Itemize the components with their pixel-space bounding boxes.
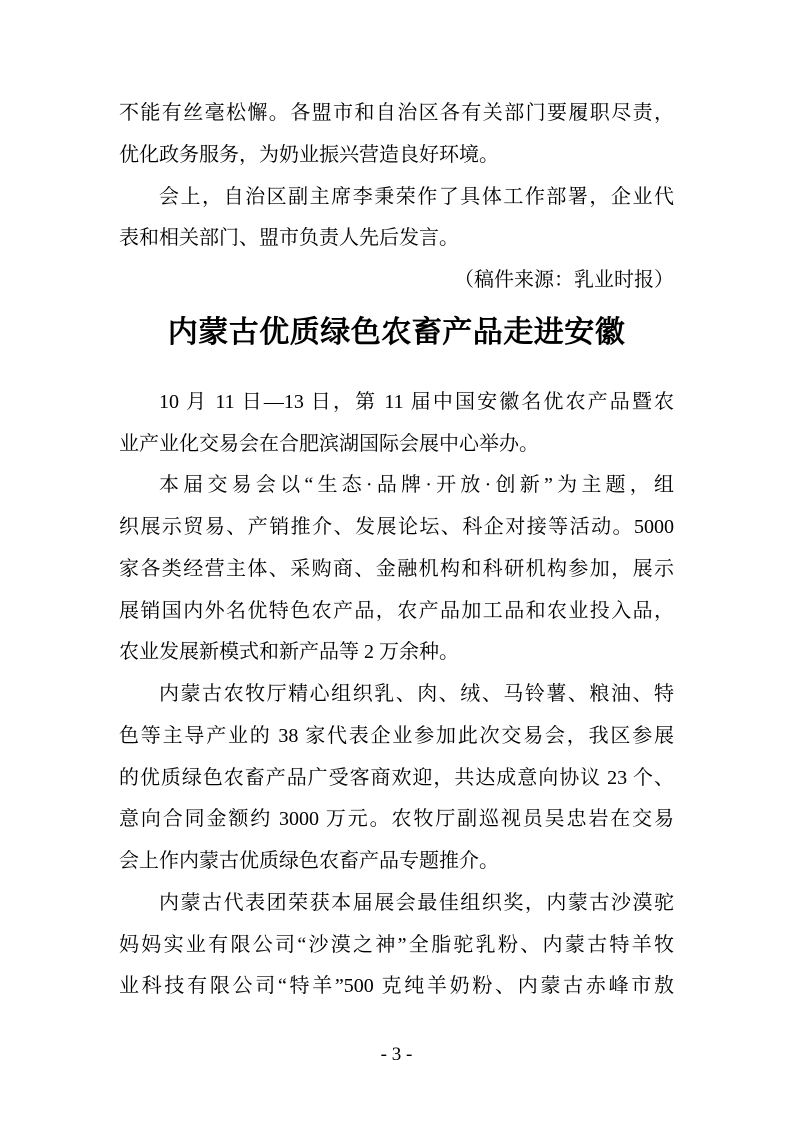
body-line: 会上作内蒙古优质绿色农畜产品专题推介。 <box>119 850 499 872</box>
body-line: 内蒙古农牧厅精心组织乳、肉、绒、马铃薯、粮油、特 <box>159 683 674 705</box>
document-body <box>119 93 674 1008</box>
body-line: 优化政务服务，为奶业振兴营造良好环境。 <box>119 143 499 166</box>
body-line: 本届交易会以“生态·品牌·开放·创新”为主题，组 <box>159 474 674 497</box>
body-line: 意向合同金额约 3000 万元。农牧厅副巡视员吴忠岩在交易 <box>119 808 674 831</box>
body-line: 展销国内外名优特色农产品，农产品加工品和农业投入品， <box>119 599 674 622</box>
pre-title-paragraphs <box>119 93 674 260</box>
article-title: 内蒙古优质绿色农畜产品走进安徽 <box>167 315 626 349</box>
body-line: 表和相关部门、盟市负责人先后发言。 <box>119 227 459 250</box>
post-title-paragraphs <box>119 382 674 1008</box>
body-line: 内蒙古代表团荣获本届展会最佳组织奖，内蒙古沙漠驼 <box>159 891 674 914</box>
body-line: 的优质绿色农畜产品广受客商欢迎，共达成意向协议 23 个、 <box>119 766 674 789</box>
page-number: - 3 - <box>380 1044 413 1065</box>
body-line: 色等主导产业的 38 家代表企业参加此次交易会，我区参展 <box>119 724 674 747</box>
body-line: 业科技有限公司“特羊”500 克纯羊奶粉、内蒙古赤峰市敖 <box>119 975 674 998</box>
body-line: 织展示贸易、产销推介、发展论坛、科企对接等活动。5000 <box>119 516 674 538</box>
body-line: 不能有丝毫松懈。各盟市和自治区各有关部门要履职尽责， <box>119 102 674 124</box>
source-attribution: （稿件来源：乳业时报） <box>454 269 674 291</box>
body-line: 家各类经营主体、采购商、金融机构和科研机构参加，展示 <box>119 557 674 580</box>
body-line: 业产业化交易会在合肥滨湖国际会展中心举办。 <box>119 432 539 455</box>
body-line: 10 月 11 日—13 日，第 11 届中国安徽名优农产品暨农 <box>159 390 674 413</box>
body-line: 农业发展新模式和新产品等 2 万余种。 <box>119 641 459 664</box>
body-line: 会上，自治区副主席李秉荣作了具体工作部署，企业代 <box>159 185 674 208</box>
body-line: 妈妈实业有限公司“沙漠之神”全脂驼乳粉、内蒙古特羊牧 <box>119 933 674 956</box>
